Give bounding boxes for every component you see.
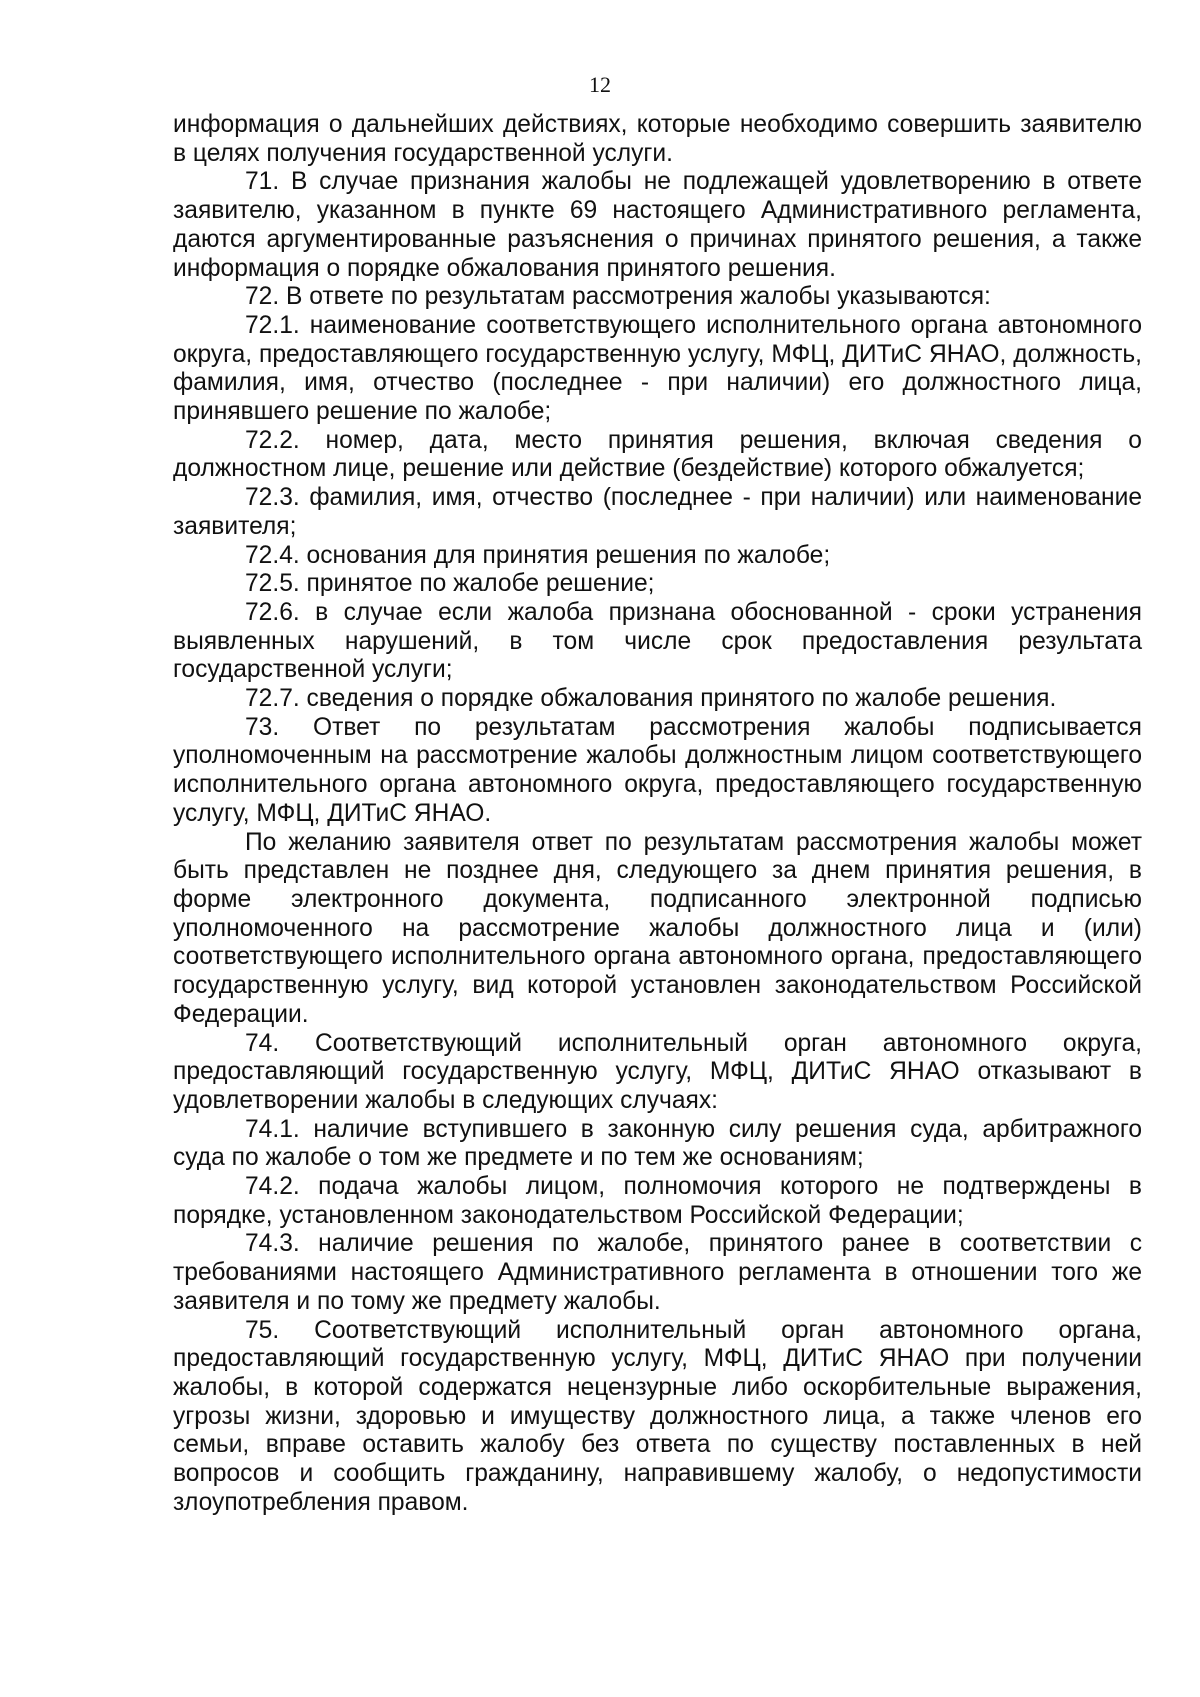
paragraph: 71. В случае признания жалобы не подлежащей удовлетворению в ответе заявителю, указанном в пункте 69 настоящего Административного регламента, даются аргументированные разъяснения о причинах принятого решения, а также информация о порядке обжалования принятого решения. xyxy=(173,168,1142,282)
paragraph: 74. Соответствующий исполнительный орган автономного округа, предоставляющий государственную услугу, МФЦ, ДИТиС ЯНАО отказывают в удовлетворении жалобы в следующих случаях: xyxy=(173,1029,1142,1114)
paragraph: 72.5. принятое по жалобе решение; xyxy=(245,570,655,598)
paragraph: 72.2. номер, дата, место принятия решения, включая сведения о должностном лице, решение или действие (бездействие) которого обжалуется; xyxy=(173,426,1142,483)
paragraph: 72.4. основания для принятия решения по жалобе; xyxy=(245,541,831,569)
paragraph: По желанию заявителя ответ по результатам рассмотрения жалобы может быть представлен не позднее дня, следующего за днем принятия решения, в форме электронного документа, подписанного электронной подписью уполномоченного на рассмотрение жалобы должностного лица и (или) соответствующего исполнительного органа автономного органа, предоставляющего государственную услугу, вид которой установлен законодательством Российской Федерации. xyxy=(173,828,1142,1028)
paragraph: информация о дальнейших действиях, которые необходимо совершить заявителю в целях получения государственной услуги. xyxy=(173,111,1142,167)
page-number: 12 xyxy=(589,72,611,97)
paragraph: 72. В ответе по результатам рассмотрения жалобы указываются: xyxy=(245,283,991,311)
paragraph: 74.1. наличие вступившего в законную силу решения суда, арбитражного суда по жалобе о том же предмете и по тем же основаниям; xyxy=(173,1115,1142,1172)
document-body xyxy=(173,111,1142,1517)
paragraph: 72.3. фамилия, имя, отчество (последнее - при наличии) или наименование заявителя; xyxy=(173,484,1142,540)
paragraph: 73. Ответ по результатам рассмотрения жалобы подписывается уполномоченным на рассмотрение жалобы должностным лицом соответствующего исполнительного органа автономного округа, предоставляющего государственную услугу, МФЦ, ДИТиС ЯНАО. xyxy=(173,713,1142,827)
paragraph: 72.1. наименование соответствующего исполнительного органа автономного округа, предоставляющего государственную услугу, МФЦ, ДИТиС ЯНАО, должность, фамилия, имя, отчество (последнее - при наличии) его должностного лица, принявшего решение по жалобе; xyxy=(173,311,1142,426)
paragraph: 74.2. подача жалобы лицом, полномочия которого не подтверждены в порядке, установленном законодательством Российской Федерации; xyxy=(173,1173,1142,1229)
paragraph: 74.3. наличие решения по жалобе, принятого ранее в соответствии с требованиями настоящего Административного регламента в отношении того же заявителя и по тому же предмету жалобы. xyxy=(173,1230,1142,1315)
paragraph: 75. Соответствующий исполнительный орган автономного органа, предоставляющий государственную услугу, МФЦ, ДИТиС ЯНАО при получении жалобы, в которой содержатся нецензурные либо оскорбительные выражения, угрозы жизни, здоровью и имуществу должностного лица, а также членов его семьи, вправе оставить жалобу без ответа по существу поставленных в ней вопросов и сообщить гражданину, направившему жалобу, о недопустимости злоупотребления правом. xyxy=(173,1316,1142,1516)
paragraph: 72.6. в случае если жалоба признана обоснованной - сроки устранения выявленных нарушений, в том числе срок предоставления результата государственной услуги; xyxy=(173,598,1142,684)
paragraph: 72.7. сведения о порядке обжалования принятого по жалобе решения. xyxy=(245,685,1057,713)
